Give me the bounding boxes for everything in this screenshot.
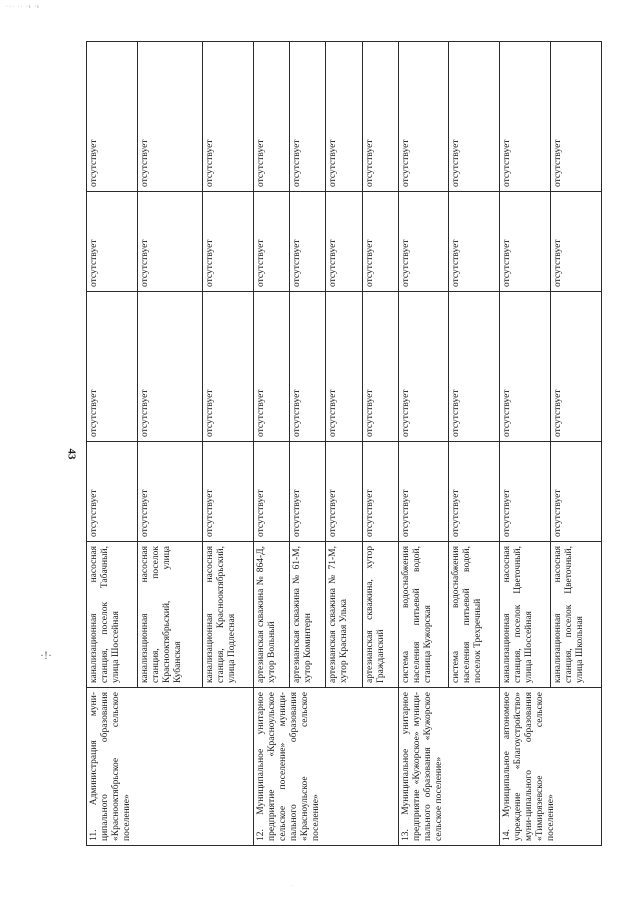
status-cell: отсутствует <box>551 42 602 192</box>
facility-cell: канализационная насосная станция, поселок Цветочный, улица Шоссейная <box>500 542 551 688</box>
page-number: 43 <box>65 448 78 460</box>
status-cell: отсутствует <box>551 442 602 542</box>
status-cell: отсутствует <box>500 42 551 192</box>
status-cell: отсутствует <box>87 42 138 192</box>
status-cell: отсутствует <box>398 442 449 542</box>
status-cell: отсутствует <box>500 192 551 292</box>
status-cell: отсутствует <box>87 292 138 442</box>
organization-cell: 14. Муниципальное автономное учреждение «Благоустройство» муни-ципального образования «Тимирязевское сельское поселение» <box>500 688 602 846</box>
facility-cell: артезианская скважина № 71-М, хутор Красная Улька <box>326 542 362 688</box>
status-cell: отсутствует <box>137 292 203 442</box>
facility-cell: канализационная насосная станция, Краснооктябрьский, улица Подлесная <box>203 542 254 688</box>
organization-cell: 11. Администрация муни-ципального образования «Краснооктябрьское сельское поселение» <box>87 688 254 846</box>
table-row <box>254 42 290 846</box>
status-cell: отсутствует <box>290 42 326 192</box>
status-cell: отсутствует <box>398 192 449 292</box>
scan-corner-mark: ··· ·· ·ı ·ı <box>6 4 40 10</box>
status-cell: отсутствует <box>203 192 254 292</box>
status-cell: отсутствует <box>203 292 254 442</box>
status-cell: отсутствует <box>398 42 449 192</box>
status-cell: отсутствует <box>137 192 203 292</box>
status-cell: отсутствует <box>254 292 290 442</box>
status-cell: отсутствует <box>254 192 290 292</box>
facility-cell: система водоснабжения населения питьевой водой, станица Кужорская <box>398 542 449 688</box>
status-cell: отсутствует <box>551 192 602 292</box>
status-cell: отсутствует <box>398 292 449 442</box>
status-cell: отсутствует <box>290 192 326 292</box>
facility-cell: канализационная насосная станция, поселок Цветочный, улица Школьная <box>551 542 602 688</box>
status-cell: отсутствует <box>449 192 500 292</box>
organization-cell: 13. Муниципальное унитарное предприятие «Кужорское» муници-пального образования «Кужорское сельское поселение» <box>398 688 500 846</box>
table-row <box>398 42 449 846</box>
status-cell: отсутствует <box>326 42 362 192</box>
status-cell: отсутствует <box>449 442 500 542</box>
status-cell: отсутствует <box>362 292 398 442</box>
facility-cell: артезианская скважина № 61-М, хутор Коминтерн <box>290 542 326 688</box>
table-row <box>500 42 551 846</box>
status-cell: отсутствует <box>254 442 290 542</box>
scan-speck: · <box>292 884 294 889</box>
status-cell: отсутствует <box>203 42 254 192</box>
status-cell: отсутствует <box>290 292 326 442</box>
facility-cell: система водоснабжения населения питьевой водой, поселок Трехречный <box>449 542 500 688</box>
status-cell: отсутствует <box>449 42 500 192</box>
scan-speck: · <box>520 540 522 545</box>
table-viewport <box>86 42 602 846</box>
status-cell: отсутствует <box>449 292 500 442</box>
status-cell: отсутствует <box>254 42 290 192</box>
scan-speck: ·!· <box>40 648 52 662</box>
status-cell: отсутствует <box>326 442 362 542</box>
status-cell: отсутствует <box>326 292 362 442</box>
schedule-table <box>86 41 602 846</box>
status-cell: отсутствует <box>137 442 203 542</box>
table-body <box>87 42 602 846</box>
facility-cell: канализационная насосная станция, поселок Краснооктябрьский, улица Кубанская <box>137 542 203 688</box>
facility-cell: канализационная насосная станция, поселок Табачный, улица Шоссейная <box>87 542 138 688</box>
status-cell: отсутствует <box>500 442 551 542</box>
organization-cell: 12. Муниципальное унитарное предприятие «Красноульское сельское поселение» муници-пального образования «Красноульское сельское поселение» <box>254 688 398 846</box>
facility-cell: артезианская скважина № 864-Д, хутор Вольный <box>254 542 290 688</box>
status-cell: отсутствует <box>362 42 398 192</box>
status-cell: отсутствует <box>500 292 551 442</box>
status-cell: отсутствует <box>203 442 254 542</box>
status-cell: отсутствует <box>290 442 326 542</box>
rotated-table-container <box>86 42 602 846</box>
status-cell: отсутствует <box>87 442 138 542</box>
status-cell: отсутствует <box>551 292 602 442</box>
status-cell: отсутствует <box>326 192 362 292</box>
table-row <box>87 42 138 846</box>
status-cell: отсутствует <box>87 192 138 292</box>
status-cell: отсутствует <box>137 42 203 192</box>
status-cell: отсутствует <box>362 192 398 292</box>
facility-cell: артезианская скважина, хутор Гражданский <box>362 542 398 688</box>
status-cell: отсутствует <box>362 442 398 542</box>
